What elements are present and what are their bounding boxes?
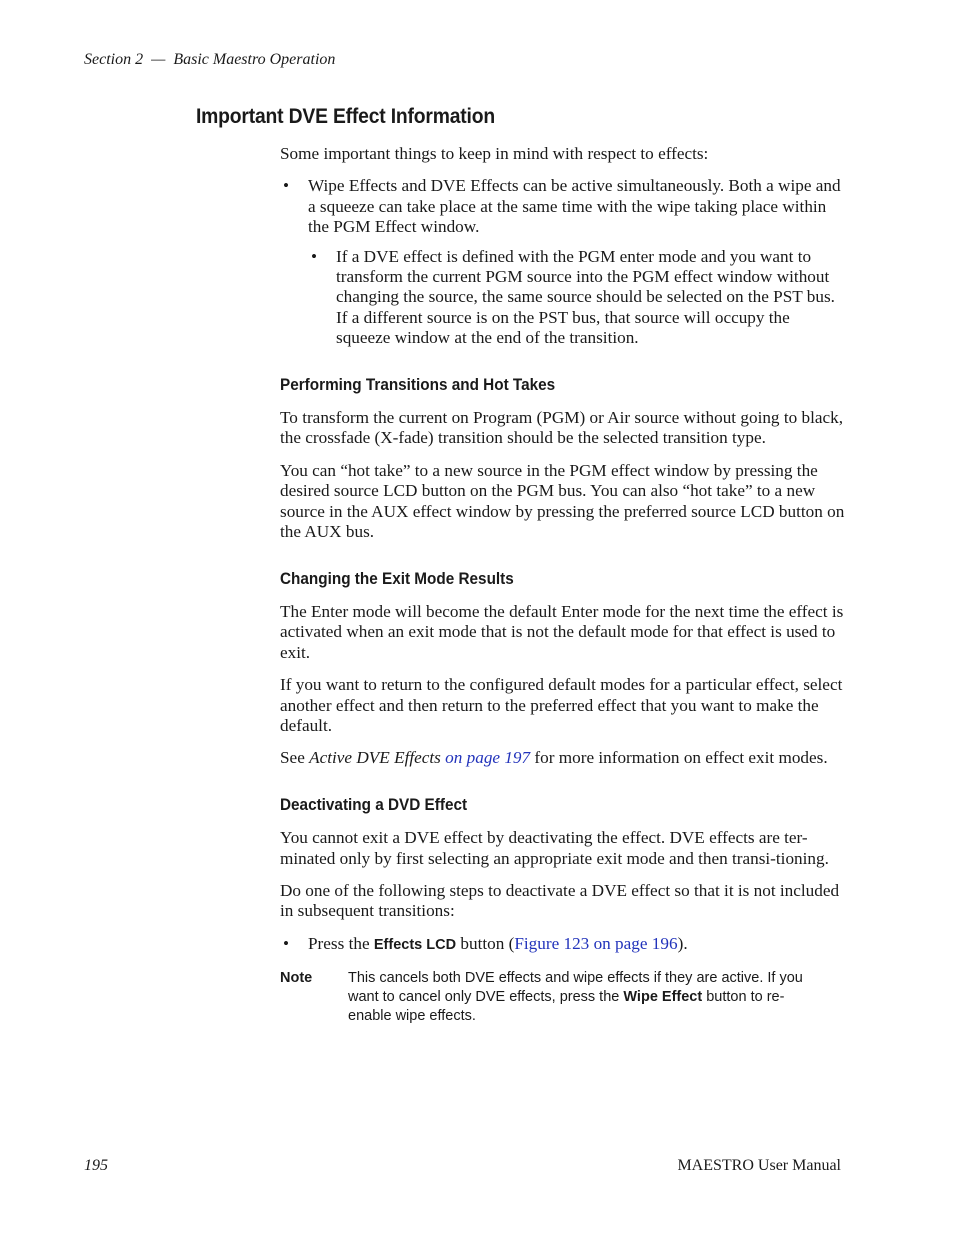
transitions-paragraph-1: To transform the current on Program (PGM) or Air source without going to black, the crossfade (X-fade) transition should be the selected transition type. bbox=[280, 408, 844, 448]
deactivate-paragraph-2: Do one of the following steps to deactivate a DVE effect so that it is not included in subsequent transitions: bbox=[280, 880, 840, 921]
manual-title: MAESTRO User Manual bbox=[677, 1157, 841, 1174]
note-text bbox=[348, 969, 818, 1026]
list-item bbox=[280, 176, 846, 237]
bullet-icon: • bbox=[283, 933, 290, 953]
exit-paragraph-2: If you want to return to the configured default modes for a particular effect, select another effect and then return to the preferred effect that you want to make the default. bbox=[280, 675, 843, 735]
sub-list-item bbox=[308, 247, 846, 349]
page-number: 195 bbox=[84, 1157, 108, 1174]
text-run: This cancels both DVE effects and wipe effects if they are active. If you want to cancel only DVE effects, press the bbox=[348, 970, 803, 1006]
list-item bbox=[280, 934, 846, 955]
main-content bbox=[280, 144, 846, 1026]
text-run: button to re-enable wipe effects. bbox=[348, 989, 785, 1025]
header-dash: — bbox=[151, 51, 166, 68]
transitions-paragraph-2: You can “hot take” to a new source in the PGM effect window by pressing the desired source LCD button on the PGM bus. You can also “hot take” to a new source in the AUX effect window by pressing the preferred source LCD button on the AUX bus. bbox=[280, 460, 845, 542]
text-run: Press the bbox=[308, 933, 374, 953]
note-block bbox=[280, 969, 846, 1026]
cross-reference-title: Active DVE Effects bbox=[309, 748, 441, 768]
section-title: Basic Maestro Operation bbox=[173, 51, 336, 68]
bullet-text: If a DVE effect is defined with the PGM enter mode and you want to transform the current PGM source into the PGM effect window without changing the source, the same source should be selected on the PST bus. If a different source is on the PST bus, that source will occupy the squeeze window at the end of the transition. bbox=[336, 246, 835, 348]
wipe-effect-button-label: Wipe Effect bbox=[623, 989, 703, 1006]
bullet-text: Wipe Effects and DVE Effects can be active simultaneously. Both a wipe and a squeeze can take place at the same time with the wipe taking place within the PGM Effect window. bbox=[308, 176, 841, 237]
text-run: See bbox=[280, 748, 310, 768]
intro-paragraph: Some important things to keep in mind with respect to effects: bbox=[280, 144, 709, 163]
text-run: button ( bbox=[456, 933, 515, 953]
text-run: ). bbox=[677, 933, 688, 953]
bullet-icon: • bbox=[283, 176, 290, 196]
exit-paragraph-1: The Enter mode will become the default Enter mode for the next time the effect is activated when an exit mode that is not the default mode for that effect is used to exit. bbox=[280, 601, 844, 662]
running-header bbox=[84, 51, 335, 69]
note-label: Note bbox=[280, 970, 313, 987]
page-heading: Important DVE Effect Information bbox=[196, 105, 495, 128]
text-run: for more information on effect exit modes. bbox=[530, 748, 828, 768]
figure-link[interactable]: Figure 123 on page 196 bbox=[514, 933, 678, 953]
section-heading-transitions: Performing Transitions and Hot Takes bbox=[280, 374, 556, 394]
effects-lcd-button-label: Effects LCD bbox=[373, 936, 457, 953]
bullet-icon: • bbox=[311, 246, 318, 266]
deactivate-paragraph-1: You cannot exit a DVE effect by deactivating the effect. DVE effects are ter-minated only by first selecting an appropriate exit mode and then transi-tioning. bbox=[280, 828, 829, 868]
page-link[interactable]: on page 197 bbox=[445, 748, 531, 768]
exit-paragraph-3 bbox=[280, 748, 846, 768]
section-heading-deactivating: Deactivating a DVD Effect bbox=[280, 794, 468, 814]
section-label: Section 2 bbox=[84, 51, 144, 68]
section-heading-exit-mode: Changing the Exit Mode Results bbox=[280, 568, 514, 588]
